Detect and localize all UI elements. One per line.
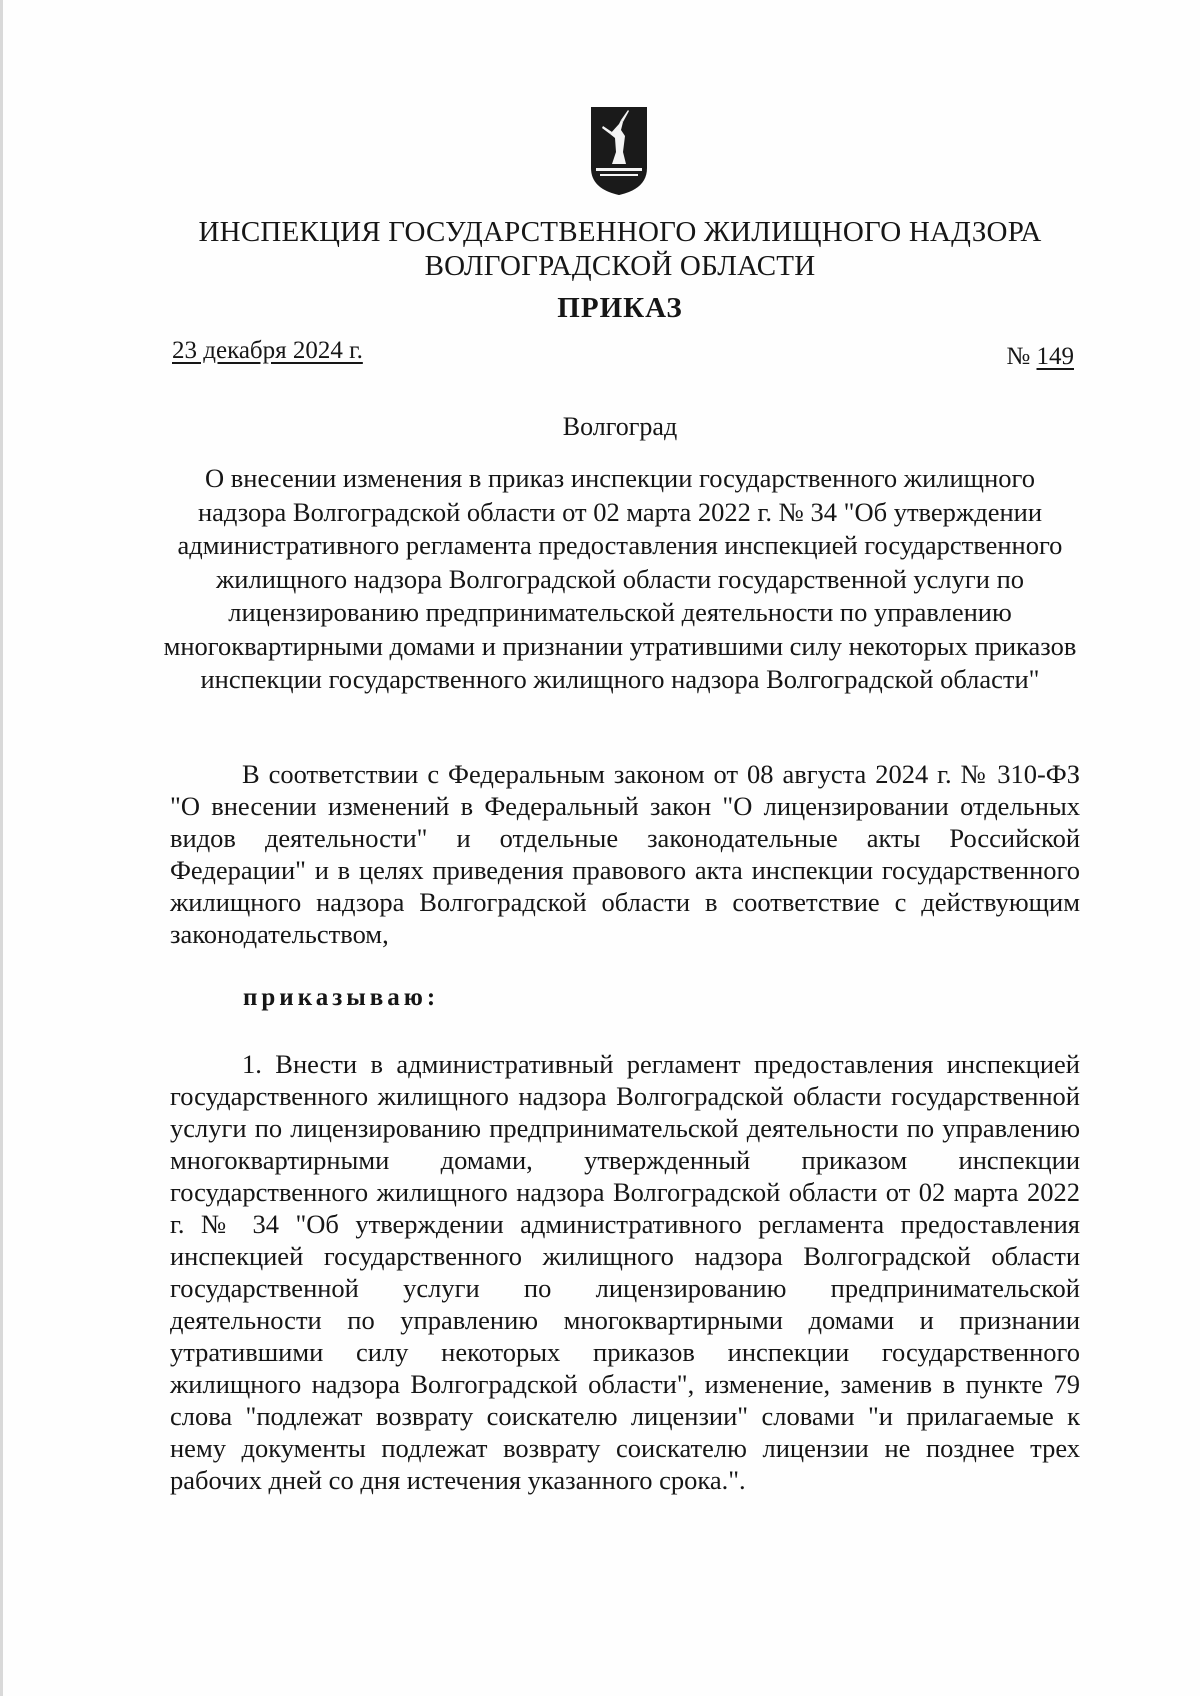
preamble-paragraph: В соответствии с Федеральным законом от 08 августа 2024 г. № 310-ФЗ "О внесении изменений в Федеральный закон "О лицензировании отдельных видов деятельности" и отдельные законодательные акты Российской Федерации" и в целях приведения правового акта инспекции государственного жилищного надзора Волгоградской области в соответствие с действующим законодательством, (170, 759, 1080, 949)
organization-name-line1: ИНСПЕКЦИЯ ГОСУДАРСТВЕННОГО ЖИЛИЩНОГО НАДЗОРА (198, 216, 1042, 248)
city-name: Волгоград (562, 412, 678, 441)
item-1-paragraph: 1. Внести в административный регламент предоставления инспекцией государственного жилищного надзора Волгоградской области государственной услуги по лицензированию предпринимательской деятельности по управлению многоквартирными домами, утвержденный приказом инспекции государственного жилищного надзора Волгоградской области от 02 марта 2022 г. № 34 "Об утверждении административного регламента предоставления инспекцией государственного жилищного надзора Волгоградской области государственной услуги по лицензированию предпринимательской деятельности по управлению многоквартирными домами и признании утратившими силу некоторых приказов инспекции государственного жилищного надзора Волгоградской области", изменение, заменив в пункте 79 слова "подлежат возврату соискателю лицензии" словами "и прилагаемые к нему документы подлежат возврату соискателю лицензии не позднее трех рабочих дней со дня истечения указанного срока.". (170, 1049, 1080, 1495)
order-subject: О внесении изменения в приказ инспекции государственного жилищного надзора Волгоградской области от 02 марта 2022 г. № 34 "Об утверждении административного регламента предоставления инспекцией государственного жилищного надзора Волгоградской области государственной услуги по лицензированию предпринимательской деятельности по управлению многоквартирными домами и признании утратившими силу некоторых приказов инспекции государственного жилищного надзора Волгоградской области" (163, 463, 1077, 694)
organization-name-line2: ВОЛГОГРАДСКОЙ ОБЛАСТИ (424, 250, 816, 282)
command-word: приказываю: (243, 984, 440, 1011)
document-type-title: ПРИКАЗ (557, 292, 683, 324)
coat-of-arms-icon (590, 106, 648, 196)
order-number-prefix: № (1006, 343, 1031, 370)
order-number (1006, 343, 1074, 371)
scan-edge (0, 0, 3, 1696)
order-date: 23 декабря 2024 г. (172, 337, 363, 364)
organization-name (120, 215, 1120, 283)
order-number-value: 149 (1036, 343, 1074, 370)
